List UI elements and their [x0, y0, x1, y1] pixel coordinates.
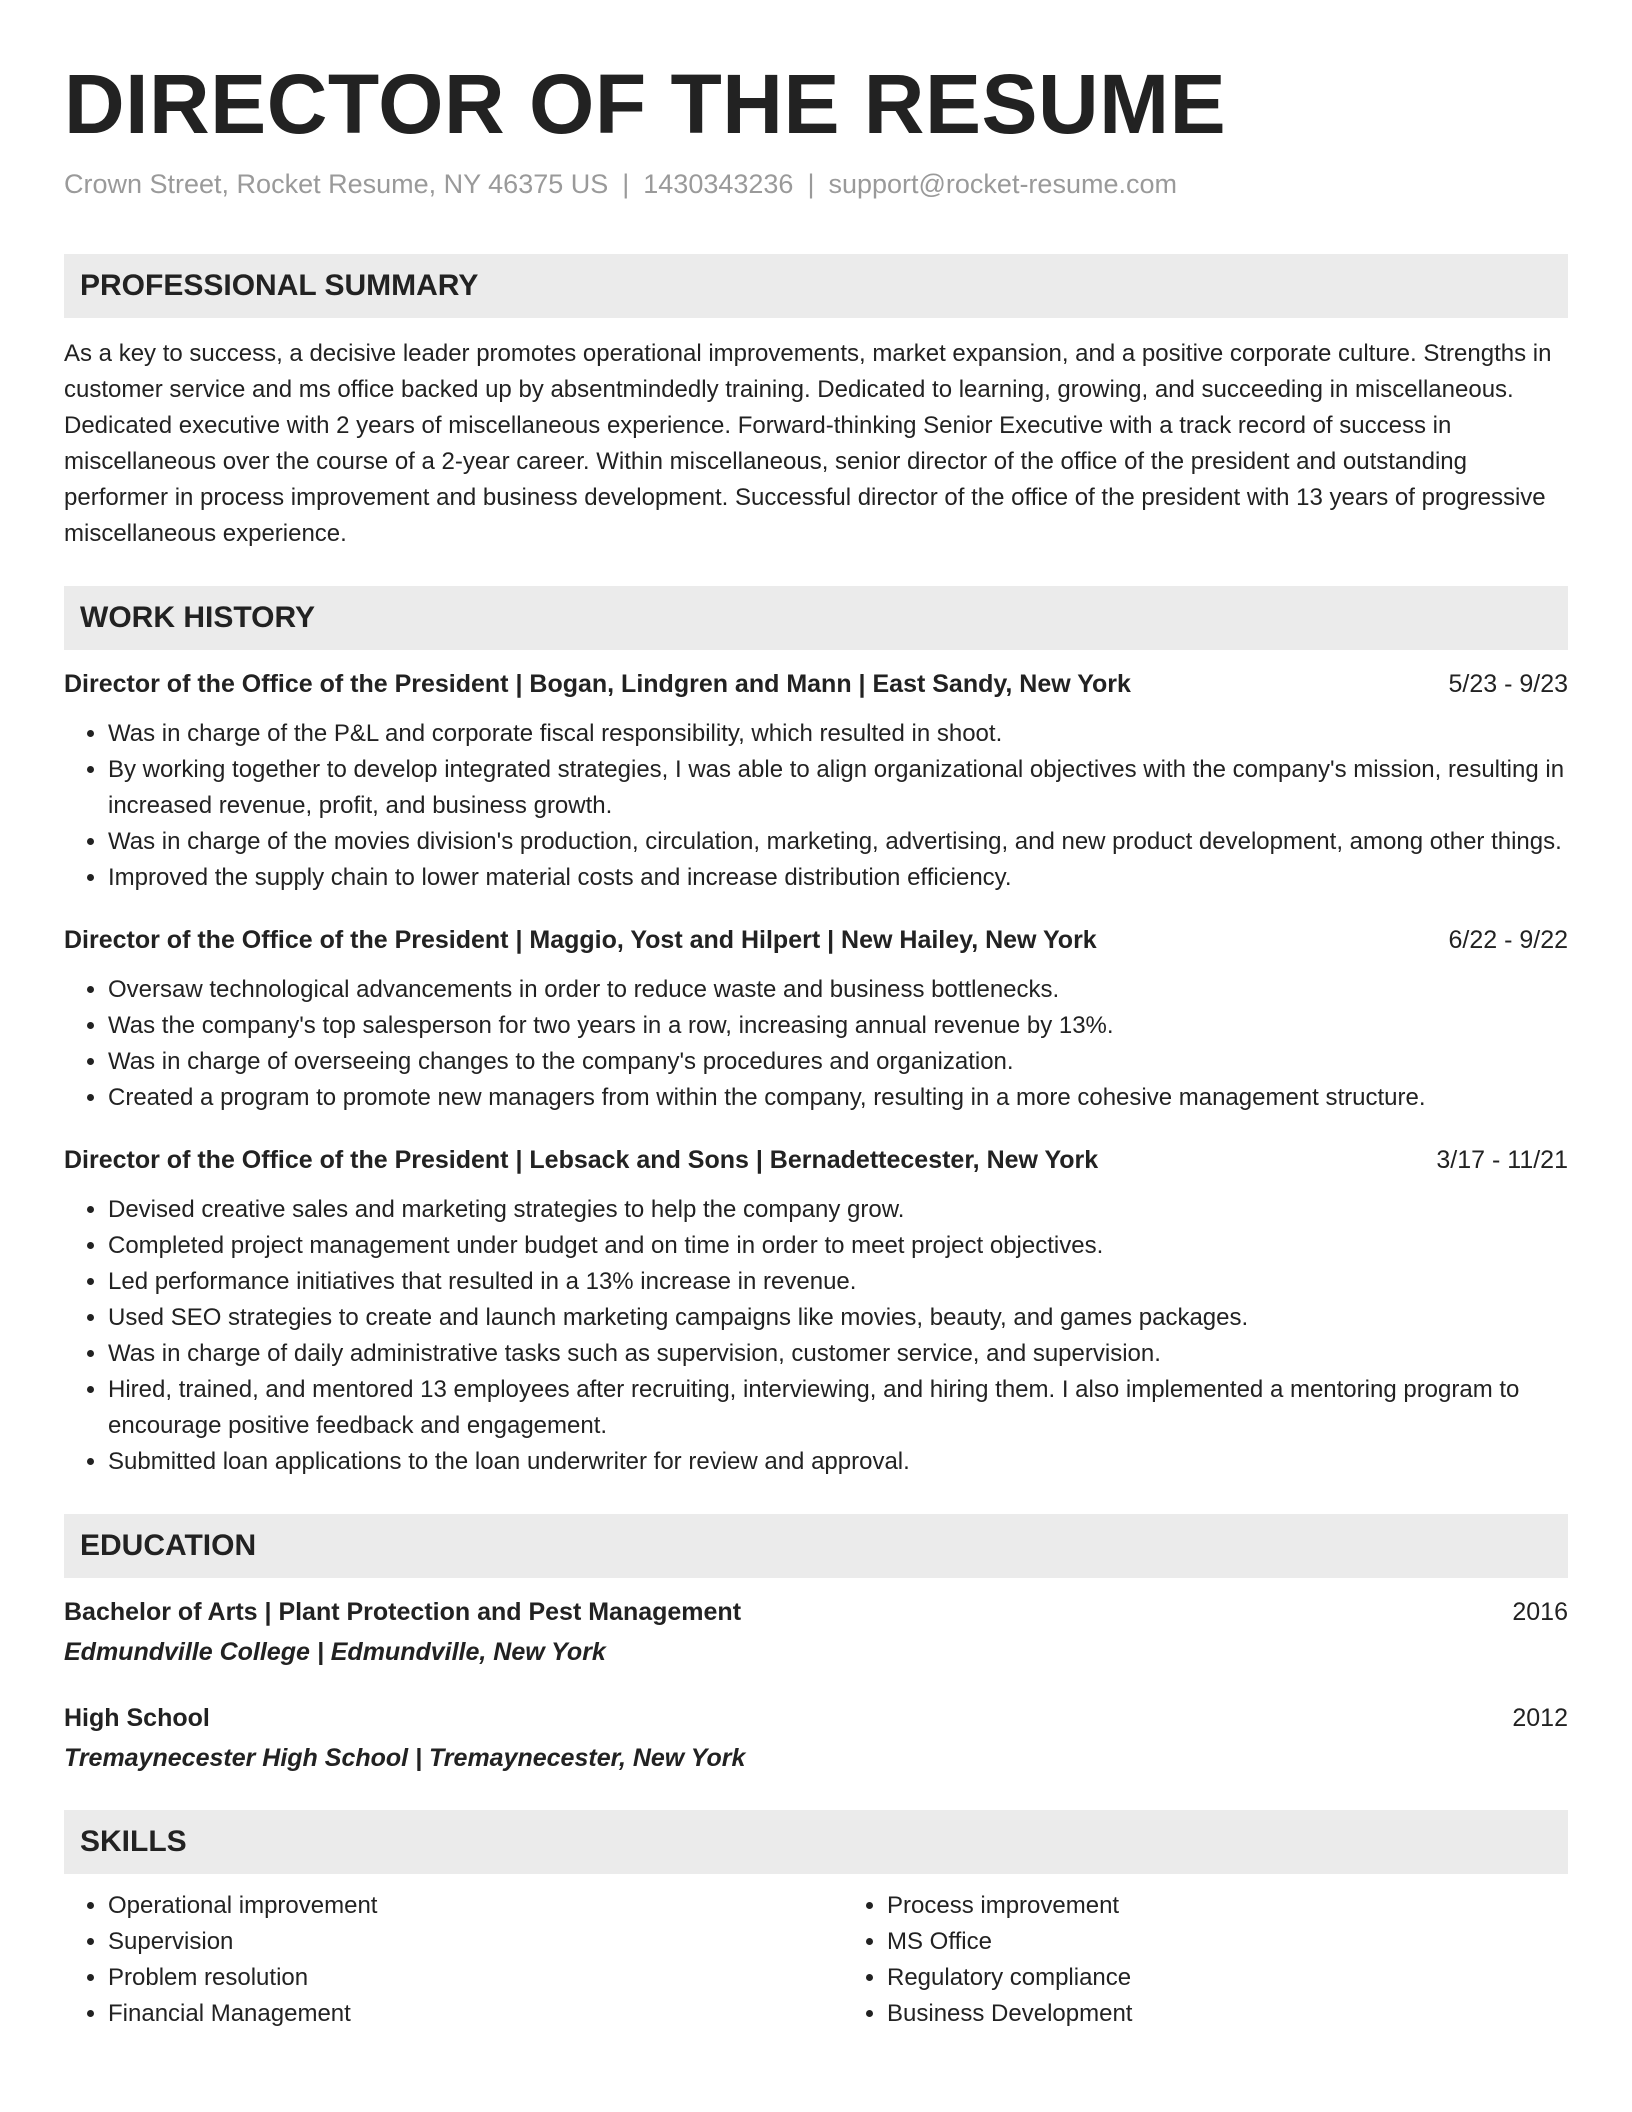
- list-item: • Submitted loan applications to the loan underwriter for review and approval.: [108, 1444, 1568, 1480]
- skill-item: • Supervision: [108, 1924, 789, 1960]
- skill-item: • Business Development: [887, 1996, 1568, 2032]
- job-title: Director of the Office of the President | Lebsack and Sons | Bernadettecester, New York: [64, 1146, 1099, 1174]
- job-title: Director of the Office of the President | Maggio, Yost and Hilpert | New Hailey, New York: [64, 926, 1097, 954]
- contact-line: [64, 166, 1568, 202]
- list-item: • Devised creative sales and marketing strategies to help the company grow.: [108, 1192, 1568, 1228]
- job-bullets: [64, 1192, 1568, 1480]
- list-item: • Used SEO strategies to create and launch marketing campaigns like movies, beauty, and games packages.: [108, 1300, 1568, 1336]
- skill-item: • Process improvement: [887, 1888, 1568, 1924]
- list-item: • Oversaw technological advancements in order to reduce waste and business bottlenecks.: [108, 972, 1568, 1008]
- graduation-year: 2012: [1512, 1704, 1568, 1732]
- phone: 1430343236: [643, 169, 794, 199]
- education-entry: [64, 1700, 1568, 1776]
- skills-list: [64, 1888, 1568, 2032]
- list-item: • By working together to develop integrated strategies, I was able to align organizational objectives with the company's mission, resulting in increased revenue, profit, and business growth.: [108, 752, 1568, 824]
- list-item: • Improved the supply chain to lower material costs and increase distribution efficiency.: [108, 860, 1568, 896]
- contact-separator: |: [622, 169, 630, 199]
- job-dates: 3/17 - 11/21: [1436, 1146, 1568, 1174]
- degree: High School: [64, 1704, 210, 1732]
- school: Edmundville College | Edmundville, New York: [64, 1638, 606, 1666]
- skill-item: • Problem resolution: [108, 1960, 789, 1996]
- summary-text: As a key to success, a decisive leader promotes operational improvements, market expansion, and a positive corporate culture. Strengths in customer service and ms office backed up by absentmindedly training. Dedicated to learning, growing, and succeeding in miscellaneous. Dedicated executive with 2 years of miscellaneous experience. Forward-thinking Senior Executive with a track record of success in miscellaneous over the course of a 2-year career. Within miscellaneous, senior director of the office of the president and outstanding performer in process improvement and business development. Successful director of the office of the president with 13 years of progressive miscellaneous experience.: [64, 340, 1552, 547]
- list-item: • Led performance initiatives that resulted in a 13% increase in revenue.: [108, 1264, 1568, 1300]
- list-item: • Was in charge of the movies division's production, circulation, marketing, advertising, and new product development, among other things.: [108, 824, 1568, 860]
- job-dates: 5/23 - 9/23: [1448, 670, 1568, 698]
- skills-heading: SKILLS: [64, 1810, 1568, 1874]
- candidate-name: DIRECTOR OF THE RESUME: [64, 57, 1227, 151]
- education-heading: EDUCATION: [64, 1514, 1568, 1578]
- skill-item: • Regulatory compliance: [887, 1960, 1568, 1996]
- list-item: • Was in charge of daily administrative tasks such as supervision, customer service, and supervision.: [108, 1336, 1568, 1372]
- list-item: • Was in charge of overseeing changes to the company's procedures and organization.: [108, 1044, 1568, 1080]
- address: Crown Street, Rocket Resume, NY 46375 US: [64, 169, 609, 199]
- skill-item: • Operational improvement: [108, 1888, 789, 1924]
- job-dates: 6/22 - 9/22: [1448, 926, 1568, 954]
- skill-item: • MS Office: [887, 1924, 1568, 1960]
- summary-heading: PROFESSIONAL SUMMARY: [64, 254, 1568, 318]
- graduation-year: 2016: [1512, 1598, 1568, 1626]
- job-entry: [64, 1142, 1568, 1480]
- job-bullets: [64, 972, 1568, 1116]
- job-bullets: [64, 716, 1568, 896]
- list-item: • Was in charge of the P&L and corporate fiscal responsibility, which resulted in shoot.: [108, 716, 1568, 752]
- work-history-heading: WORK HISTORY: [64, 586, 1568, 650]
- list-item: • Was the company's top salesperson for two years in a row, increasing annual revenue by 13%.: [108, 1008, 1568, 1044]
- job-title: Director of the Office of the President | Bogan, Lindgren and Mann | East Sandy, New York: [64, 670, 1131, 698]
- email-link[interactable]: support@rocket-resume.com: [828, 169, 1177, 199]
- skills-column: [789, 1888, 1568, 2032]
- degree: Bachelor of Arts | Plant Protection and Pest Management: [64, 1598, 742, 1626]
- list-item: • Created a program to promote new managers from within the company, resulting in a more cohesive management structure.: [108, 1080, 1568, 1116]
- resume-page: [64, 56, 1568, 2032]
- list-item: • Hired, trained, and mentored 13 employees after recruiting, interviewing, and hiring them. I also implemented a mentoring program to encourage positive feedback and engagement.: [108, 1372, 1568, 1444]
- contact-separator: |: [807, 169, 815, 199]
- list-item: • Completed project management under budget and on time in order to meet project objectives.: [108, 1228, 1568, 1264]
- job-entry: [64, 666, 1568, 896]
- job-entry: [64, 922, 1568, 1116]
- skill-item: • Financial Management: [108, 1996, 789, 2032]
- skills-column: [64, 1888, 789, 2032]
- school: Tremaynecester High School | Tremaynecester, New York: [64, 1744, 746, 1772]
- education-entry: [64, 1594, 1568, 1670]
